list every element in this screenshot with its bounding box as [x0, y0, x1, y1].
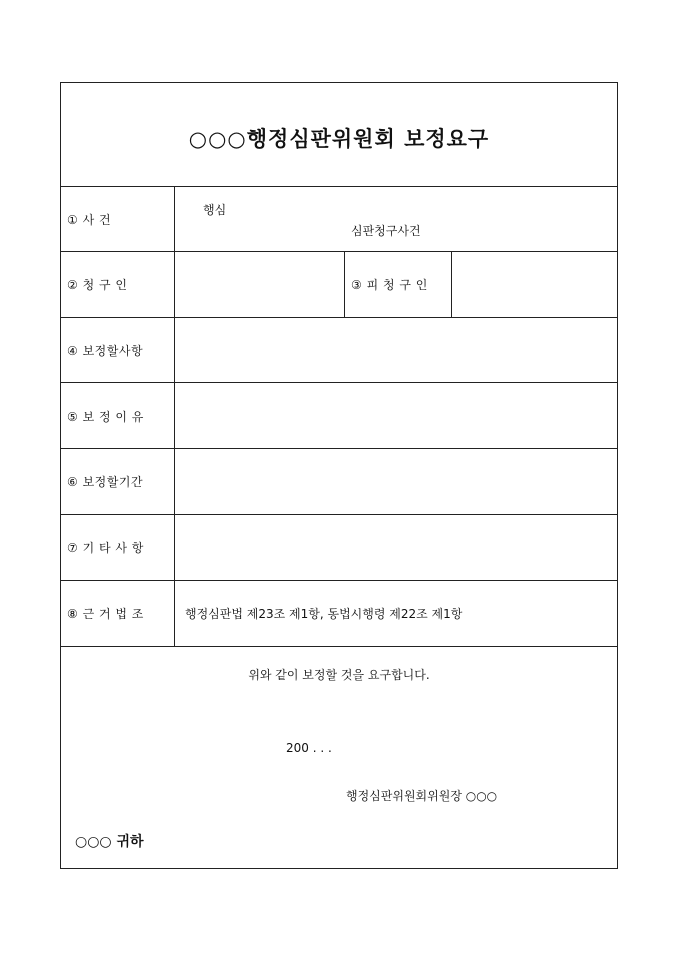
case-value-suffix: 심판청구사건: [351, 224, 421, 238]
row-divider: [61, 514, 617, 515]
request-statement: 위와 같이 보정할 것을 요구합니다.: [248, 668, 430, 682]
correction-request-form: [60, 82, 618, 869]
correction-period-label: ⑥ 보정할기간: [67, 475, 144, 489]
row-divider: [61, 186, 617, 187]
correction-reason-label: ⑤ 보 정 이 유: [67, 410, 144, 424]
legal-basis-label: ⑧ 근 거 법 조: [67, 607, 144, 621]
respondent-label: ③ 피 청 구 인: [351, 278, 428, 292]
recipient: ○○○ 귀하: [75, 834, 144, 850]
row-divider: [61, 646, 617, 647]
case-label: ① 사 건: [67, 213, 112, 227]
row-divider: [61, 317, 617, 318]
other-matters-label: ⑦ 기 타 사 항: [67, 541, 144, 555]
row-divider: [61, 251, 617, 252]
correction-items-label: ④ 보정할사항: [67, 344, 144, 358]
issue-date: 200 . . .: [286, 741, 332, 755]
label-column-divider: [174, 186, 175, 646]
respondent-divider-right: [451, 251, 452, 317]
claimant-label: ② 청 구 인: [67, 278, 128, 292]
case-value-prefix: 행심: [203, 203, 227, 217]
form-title: ○○○행정심판위원회 보정요구: [188, 126, 490, 151]
row-divider: [61, 382, 617, 383]
row-divider: [61, 448, 617, 449]
row-divider: [61, 580, 617, 581]
issuer-signature: 행정심판위원회위원장 ○○○: [346, 789, 498, 803]
legal-basis-value: 행정심판법 제23조 제1항, 동법시행령 제22조 제1항: [185, 607, 463, 621]
respondent-divider-left: [344, 251, 345, 317]
